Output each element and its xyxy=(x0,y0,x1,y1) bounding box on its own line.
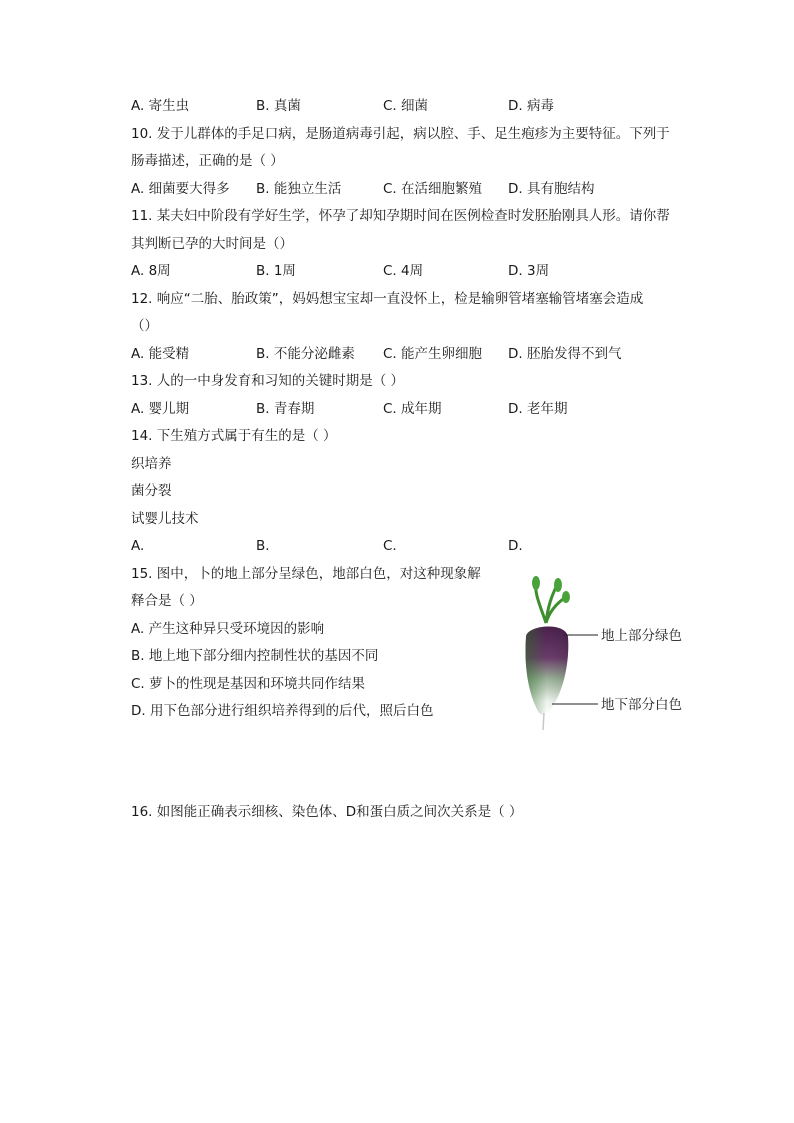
q10-option-d: D. 具有胞结构 xyxy=(508,181,595,197)
q12-option-c: C. 能产生卵细胞 xyxy=(383,346,483,362)
q10-option-a: A. 细菌要大得多 xyxy=(131,181,230,197)
q9-option-b: B. 真菌 xyxy=(256,98,301,114)
q16-stem-line1: 16. 如图能正确表示细核、染色体、D和蛋白质之间次关系是（ ） xyxy=(131,804,523,820)
q13-option-c: C. 成年期 xyxy=(383,401,442,417)
q15-option-c: C. 萝卜的性现是基因和环境共同作结果 xyxy=(131,676,366,692)
q14-item-2: 菌分裂 xyxy=(131,483,172,499)
q15-option-d: D. 用下色部分进行组织培养得到的后代，照后白色 xyxy=(131,703,434,719)
q15-stem-line1: 15. 图中，卜的地上部分呈绿色，地部白色，对这种现象解 xyxy=(131,566,481,582)
q12-stem-line2: （） xyxy=(131,318,158,334)
q11-option-c: C. 4周 xyxy=(383,263,424,279)
q9-option-a: A. 寄生虫 xyxy=(131,98,190,114)
q15-option-a: A. 产生这种异只受环境因的影响 xyxy=(131,621,325,637)
q10-stem-line2: 肠毒描述，正确的是（ ） xyxy=(131,153,284,169)
q15-option-b: B. 地上地下部分细内控制性状的基因不同 xyxy=(131,648,379,664)
q13-stem-line1: 13. 人的一中身发育和习知的关键时期是（ ） xyxy=(131,373,405,389)
q12-option-b: B. 不能分泌雌素 xyxy=(256,346,355,362)
q14-option-d: D. xyxy=(508,538,523,554)
q14-item-1: 织培养 xyxy=(131,456,172,472)
q13-option-a: A. 婴儿期 xyxy=(131,401,190,417)
q9-option-d: D. 病毒 xyxy=(508,98,554,114)
q12-option-a: A. 能受精 xyxy=(131,346,190,362)
q10-option-c: C. 在活细胞繁殖 xyxy=(383,181,483,197)
q10-option-b: B. 能独立生活 xyxy=(256,181,342,197)
q11-stem-line2: 其判断已孕的大时间是（） xyxy=(131,236,293,252)
q14-item-3: 试婴儿技术 xyxy=(131,511,199,527)
q13-option-d: D. 老年期 xyxy=(508,401,568,417)
q14-option-c: C. xyxy=(383,538,397,554)
q15-stem-line2: 释合是（ ） xyxy=(131,593,203,609)
callout-label-top: 地上部分绿色 xyxy=(601,628,682,644)
q11-option-a: A. 8周 xyxy=(131,263,171,279)
q9-option-c: C. 细菌 xyxy=(383,98,429,114)
q14-option-a: A. xyxy=(131,538,145,554)
q14-stem-line1: 14. 下生殖方式属于有生的是（ ） xyxy=(131,428,337,444)
callout-label-bottom: 地下部分白色 xyxy=(601,697,682,713)
q14-option-b: B. xyxy=(256,538,270,554)
q10-stem-line1: 10. 发于儿群体的手足口病，是肠道病毒引起，病以腔、手、足生疱疹为主要特征。下列于 xyxy=(131,126,670,142)
q12-stem-line1: 12. 响应“二胎、胎政策”，妈妈想宝宝却一直没怀上，检是输卵管堵塞输管堵塞会造成 xyxy=(131,291,644,307)
q11-option-b: B. 1周 xyxy=(256,263,296,279)
q13-option-b: B. 青春期 xyxy=(256,401,315,417)
q11-option-d: D. 3周 xyxy=(508,263,550,279)
q12-option-d: D. 胚胎发得不到气 xyxy=(508,346,622,362)
q11-stem-line1: 11. 某夫妇中阶段有学好生学，怀孕了却知孕期时间在医例检查时发胚胎刚具人形。请你帮 xyxy=(131,208,670,224)
